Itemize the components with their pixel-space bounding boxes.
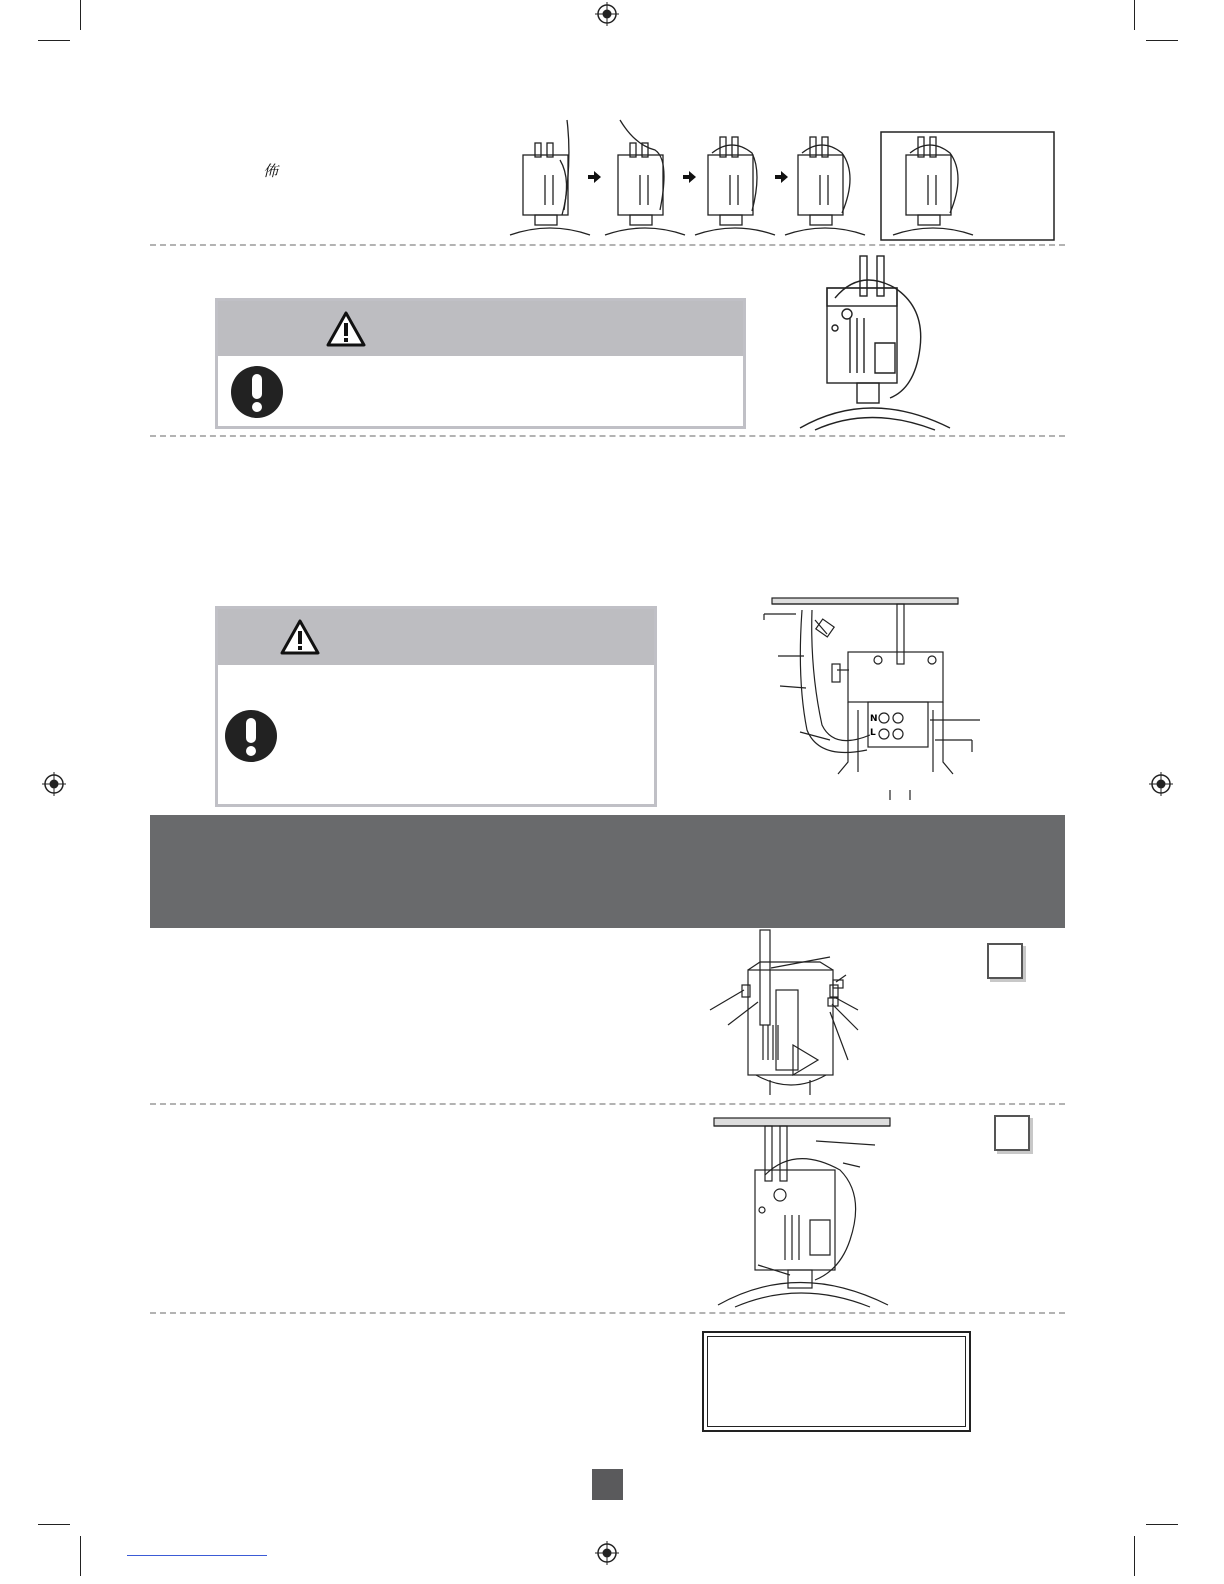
sequence-frame-3	[695, 137, 775, 235]
arrow-right-icon	[683, 171, 696, 183]
canopy-mounted-illustration	[710, 1115, 895, 1310]
registration-mark-icon	[595, 1541, 619, 1565]
footer-link-underline	[127, 1555, 267, 1556]
section-divider	[150, 435, 1065, 437]
crop-mark-top-left-v	[80, 0, 81, 30]
section-banner	[150, 815, 1065, 928]
warning-header	[218, 301, 743, 356]
mandatory-exclamation-icon	[224, 709, 278, 763]
warning-triangle-icon	[280, 619, 320, 655]
mandatory-exclamation-icon	[230, 365, 284, 419]
crop-mark-bottom-left-h	[38, 1524, 70, 1525]
sequence-frame-1	[510, 120, 590, 235]
warning-box	[215, 298, 746, 429]
registration-mark-icon	[595, 2, 619, 26]
section-divider	[150, 244, 1065, 246]
step-marker-box	[994, 1115, 1030, 1151]
page-number-box	[592, 1469, 623, 1500]
note-box-inner	[707, 1336, 966, 1427]
sequence-frame-5	[893, 137, 973, 235]
note-box	[702, 1331, 971, 1432]
section-divider	[150, 1312, 1065, 1314]
arrow-right-icon	[588, 171, 601, 183]
warning-triangle-icon	[326, 311, 366, 347]
sequence-frame-4	[785, 137, 865, 235]
warning-box	[215, 606, 657, 807]
registration-mark-icon	[1149, 772, 1173, 796]
stray-glyph: 佈	[263, 162, 279, 180]
step-marker-box	[987, 943, 1023, 979]
crop-mark-bottom-left-v	[80, 1536, 81, 1576]
crop-mark-bottom-right-v	[1134, 1536, 1135, 1576]
terminal-label: L	[870, 728, 876, 738]
connector-mounted-illustration	[795, 248, 955, 433]
warning-header	[218, 609, 654, 665]
crop-mark-top-left-h	[38, 40, 70, 41]
terminal-label: N	[870, 714, 878, 724]
canopy-bracket-illustration	[708, 930, 878, 1095]
crop-mark-top-right-v	[1134, 0, 1135, 30]
section-divider	[150, 1103, 1065, 1105]
sequence-frame-2	[605, 120, 685, 235]
crop-mark-top-right-h	[1146, 40, 1178, 41]
crop-mark-bottom-right-h	[1146, 1524, 1178, 1525]
install-sequence-illustration	[505, 115, 1065, 240]
final-frame-border	[881, 132, 1054, 240]
wiring-diagram-illustration	[760, 590, 985, 805]
registration-mark-icon	[42, 772, 66, 796]
arrow-right-icon	[775, 171, 788, 183]
